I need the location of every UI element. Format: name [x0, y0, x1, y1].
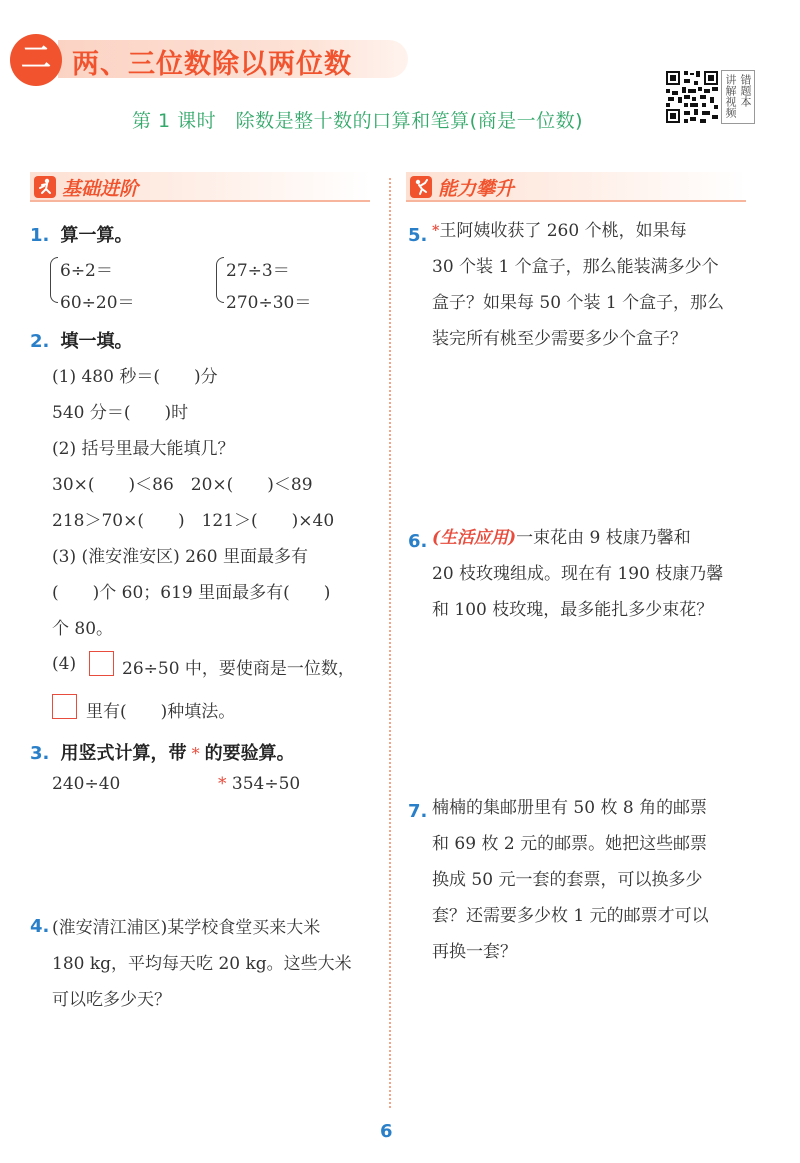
calc-item [218, 774, 300, 794]
question-line [432, 213, 772, 249]
question-1-header [30, 221, 132, 247]
question-4-text [52, 910, 382, 1018]
question-line: 套？还需要多少枚 1 元的邮票才可以 [432, 906, 709, 926]
fill-line: 540 分＝( )时 [52, 403, 189, 423]
section-header-advanced [406, 172, 746, 202]
question-number: 3. [30, 743, 50, 764]
question-number: 6. [408, 531, 428, 552]
lesson-title: 第 1 课时 除数是整十数的口算和笔算(商是一位数) [132, 110, 583, 132]
question-2-header [30, 327, 132, 353]
fill-line: 26÷50 中，要使商是一位数， [122, 659, 355, 679]
question-title: 的要验算。 [204, 743, 295, 764]
blank-box[interactable] [52, 694, 77, 719]
fill-line: 个 80。 [52, 619, 114, 639]
section-title: 能力攀升 [438, 178, 515, 200]
calc-item: 60÷20＝ [60, 293, 135, 313]
question-line: 30 个装 1 个盒子，那么能装满多少个 [432, 257, 719, 277]
question-line: 和 69 枚 2 元的邮票。她把这些邮票 [432, 834, 708, 854]
question-line: 可以吃多少天？ [52, 990, 171, 1010]
chapter-title: 两、三位数除以两位数 [72, 49, 352, 80]
question-line: 换成 50 元一套的套票，可以换多少 [432, 870, 703, 890]
page-number: 6 [380, 1121, 393, 1142]
section-title: 基础进阶 [62, 178, 139, 200]
question-number: 5. [408, 225, 428, 246]
fill-line: 里有( )种填法。 [86, 702, 236, 722]
calc-text: 354÷50 [231, 774, 301, 794]
question-line: 楠楠的集邮册里有 50 枚 8 角的邮票 [432, 798, 708, 818]
brace [50, 257, 58, 303]
question-6-text [432, 520, 772, 628]
question-title: 填一填。 [60, 331, 133, 352]
star-marker: * [218, 774, 227, 794]
calc-item: 270÷30＝ [226, 293, 312, 313]
qr-label-line: 错题本 [739, 74, 752, 107]
question-number: 7. [408, 801, 428, 822]
question-number: 2. [30, 331, 50, 352]
question-line: 20 枝玫瑰组成。现在有 190 枝康乃馨 [432, 564, 724, 584]
fill-line: 30×( )＜86 20×( )＜89 [52, 475, 313, 495]
question-5 [408, 225, 427, 246]
calc-item: 27÷3＝ [226, 261, 290, 281]
blank-box[interactable] [89, 651, 114, 676]
runner-icon [34, 176, 56, 198]
question-4 [30, 916, 49, 937]
question-line: 装完所有桃至少需要多少个盒子？ [432, 329, 687, 349]
question-title: 用竖式计算，带 [60, 743, 187, 764]
chapter-number: 二 [21, 41, 51, 76]
column-divider [389, 178, 391, 1108]
chapter-number-badge [10, 34, 62, 86]
qr-label [721, 70, 755, 124]
question-title: 算一算。 [60, 225, 133, 246]
fill-line: 218＞70×( ) 121＞( )×40 [52, 511, 335, 531]
question-line: 和 100 枝玫瑰，最多能扎多少束花？ [432, 600, 714, 620]
section-header-basic [30, 172, 370, 202]
qr-code-icon[interactable] [664, 69, 720, 125]
star-marker: * [191, 744, 200, 763]
question-number: 4. [30, 916, 50, 937]
question-line: 180 kg，平均每天吃 20 kg。这些大米 [52, 954, 352, 974]
fill-line: ( )个 60；619 里面最多有( ) [52, 583, 331, 603]
fill-line: (3) (淮安淮安区) 260 里面最多有 [52, 547, 309, 567]
question-line: 盒子？如果每 50 个装 1 个盒子，那么 [432, 293, 725, 313]
question-6 [408, 531, 427, 552]
question-line-text: 王阿姨收获了 260 个桃，如果每 [439, 221, 687, 241]
brace [216, 257, 224, 303]
star-marker: * [432, 223, 440, 239]
climber-icon [410, 176, 432, 198]
question-line-text: 一束花由 9 枝康乃馨和 [516, 528, 691, 548]
question-line [432, 520, 772, 556]
fill-line-label: (4) [52, 654, 77, 674]
qr-label-line: 讲解视频 [724, 74, 737, 118]
calc-item: 240÷40 [52, 774, 121, 794]
question-7 [408, 801, 427, 822]
question-3-header [30, 739, 295, 765]
fill-line: (1) 480 秒＝( )分 [52, 367, 218, 387]
question-line: 再换一套？ [432, 942, 517, 962]
question-line: (淮安清江浦区)某学校食堂买来大米 [52, 918, 321, 938]
fill-line: (2) 括号里最大能填几？ [52, 439, 235, 459]
question-7-text [432, 790, 772, 970]
tag-life-application: (生活应用) [432, 528, 517, 548]
question-number: 1. [30, 225, 50, 246]
calc-item: 6÷2＝ [60, 261, 113, 281]
question-5-text [432, 213, 772, 357]
